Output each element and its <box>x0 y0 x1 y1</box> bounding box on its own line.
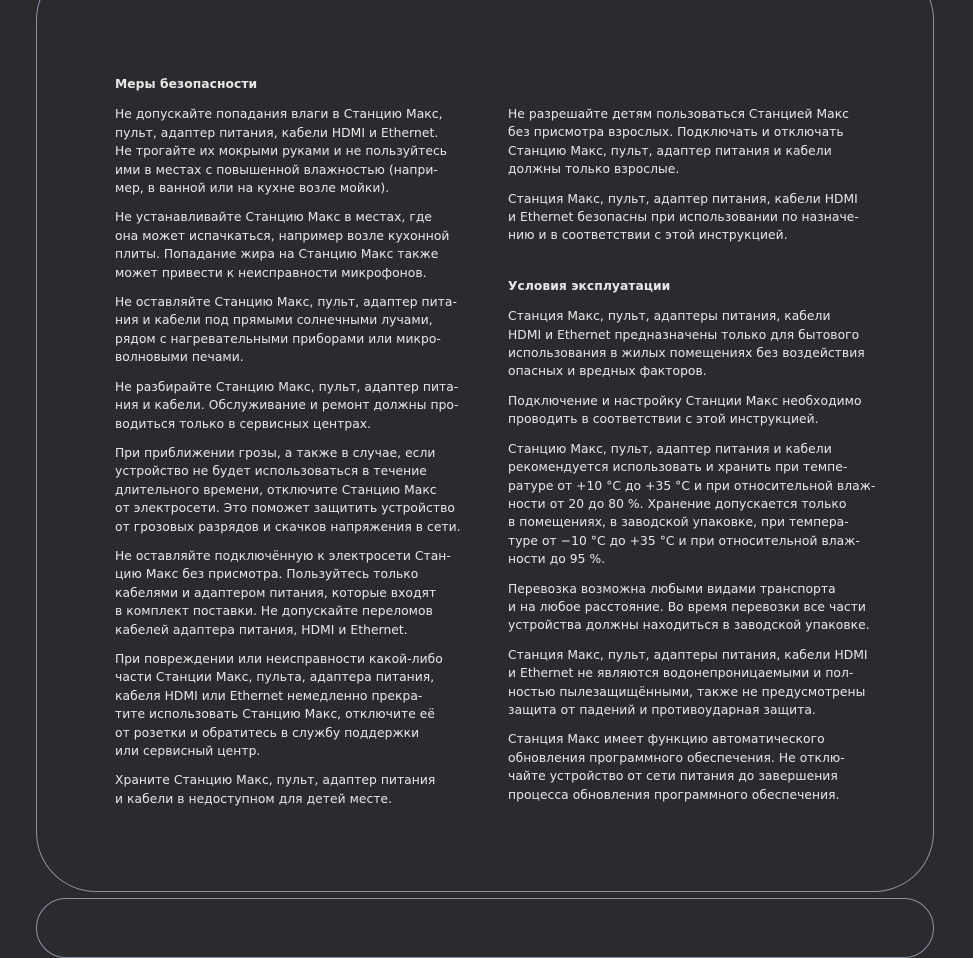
operating-conditions-paragraphs <box>508 307 888 804</box>
paragraph <box>508 646 888 720</box>
text-line: от электросети. Это поможет защитить устройство <box>115 501 455 516</box>
text-line: должны только взрослые. <box>508 162 680 177</box>
text-line: Подключение и настройку Станции Макс необходимо <box>508 393 862 408</box>
paragraph <box>115 105 490 197</box>
operating-conditions-heading: Условия эксплуатации <box>508 278 671 293</box>
text-line: При приближении грозы, а также в случае, если <box>115 445 436 460</box>
text-line: опасных и вредных факторов. <box>508 364 707 379</box>
paragraph <box>508 730 888 804</box>
text-line: тите использовать Станцию Макс, отключите её <box>115 707 436 722</box>
text-line: кабелей адаптера питания, HDMI и Ethernet. <box>115 622 408 637</box>
text-line: устройства должны находиться в заводской упаковке. <box>508 618 870 633</box>
text-line: защита от падений и противоударная защита. <box>508 702 816 717</box>
text-line: кабеля HDMI или Ethernet немедленно прекра- <box>115 688 423 703</box>
text-line: части Станции Макс, пульта, адаптера питания, <box>115 670 435 685</box>
paragraph <box>115 378 490 433</box>
text-line: она может испачкаться, например возле кухонной <box>115 228 450 243</box>
safety-heading: Меры безопасности <box>115 77 258 91</box>
text-line: водиться только в сервисных центрах. <box>115 416 372 431</box>
paragraph <box>508 307 888 381</box>
text-line: ности до 95 %. <box>508 552 606 567</box>
safety-paragraphs <box>115 105 490 808</box>
text-line: в помещениях, в заводской упаковке, при темпера- <box>508 515 849 530</box>
text-line: цию Макс без присмотра. Пользуйтесь только <box>115 567 419 582</box>
text-line: длительного времени, отключите Станцию Макс <box>115 482 437 497</box>
text-line: ностью пылезащищёнными, также не предусмотрены <box>508 684 866 699</box>
text-line: ности от 20 до 80 %. Хранение допускается только <box>508 496 847 511</box>
paragraph <box>115 444 490 536</box>
text-line: Станцию Макс, пульт, адаптер питания и кабели <box>508 441 832 456</box>
text-line: Станция Макс, пульт, адаптеры питания, кабели <box>508 309 831 324</box>
paragraph <box>508 580 888 635</box>
safety-paragraphs-continued <box>508 105 888 245</box>
text-line: Станция Макс имеет функцию автоматического <box>508 732 825 747</box>
text-line: может привести к неисправности микрофонов. <box>115 265 427 280</box>
text-line: Перевозка возможна любыми видами транспорта <box>508 581 836 596</box>
text-line: или сервисный центр. <box>115 744 261 758</box>
text-line: Не разрешайте детям пользоваться Станцией Макс <box>508 107 849 121</box>
paragraph <box>508 440 888 569</box>
text-line: и Ethernet не являются водонепроницаемыми и пол- <box>508 666 854 681</box>
paragraph <box>115 771 490 808</box>
text-line: рекомендуется использовать и хранить при темпе- <box>508 460 848 475</box>
text-line: Не устанавливайте Станцию Макс в местах, где <box>115 210 433 225</box>
text-line: Не допускайте попадания влаги в Станцию Макс, <box>115 107 443 122</box>
text-line: нию и в соответствии с этой инструкцией. <box>508 228 788 243</box>
text-line: кабелями и адаптером питания, которые входят <box>115 585 437 600</box>
paragraph <box>115 650 490 760</box>
next-page-frame <box>36 898 934 958</box>
paragraph <box>115 293 490 367</box>
text-line: обновления программного обеспечения. Не отклю- <box>508 750 845 765</box>
text-line: Не трогайте их мокрыми руками и не пользуйтесь <box>115 144 448 159</box>
text-line: проводить в соответствии с этой инструкцией. <box>508 412 819 427</box>
text-line: и на любое расстояние. Во время перевозки все части <box>508 599 866 614</box>
text-line: ния и кабели. Обслуживание и ремонт должны про- <box>115 398 459 413</box>
paragraph <box>508 190 888 245</box>
text-line: процесса обновления программного обеспечения. <box>508 787 840 802</box>
text-line: ими в местах с повышенной влажностью (напри- <box>115 162 438 177</box>
text-line: рядом с нагревательными приборами или микро- <box>115 331 441 346</box>
text-line: Храните Станцию Макс, пульт, адаптер питания <box>115 773 436 788</box>
right-column <box>508 105 888 815</box>
text-line: чайте устройство от сети питания до завершения <box>508 769 838 784</box>
text-line: в комплект поставки. Не допускайте переломов <box>115 604 433 619</box>
text-line: При повреждении или неисправности какой-либо <box>115 651 443 666</box>
text-line: плиты. Попадание жира на Станцию Макс также <box>115 247 439 262</box>
text-line: ратуре от +10 °C до +35 °C и при относительной влаж- <box>508 478 876 493</box>
text-line: и кабели в недоступном для детей месте. <box>115 791 393 806</box>
text-line: Не оставляйте подключённую к электросети Стан- <box>115 548 451 563</box>
text-line: Не оставляйте Станцию Макс, пульт, адаптер пита- <box>115 295 457 310</box>
paragraph <box>508 392 888 429</box>
text-line: мер, в ванной или на кухне возле мойки). <box>115 181 390 196</box>
text-line: Не разбирайте Станцию Макс, пульт, адаптер пита- <box>115 379 459 394</box>
paragraph <box>115 547 490 639</box>
text-line: ния и кабели под прямыми солнечными лучами, <box>115 313 433 328</box>
left-column <box>115 75 490 819</box>
text-line: без присмотра взрослых. Подключать и отключать <box>508 125 844 140</box>
text-line: Станция Макс, пульт, адаптер питания, кабели HDMI <box>508 191 858 206</box>
text-line: волновыми печами. <box>115 350 244 365</box>
text-line: от розетки и обратитесь в службу поддержки <box>115 725 420 740</box>
text-line: от грозовых разрядов и скачков напряжения в сети. <box>115 519 461 534</box>
paragraph <box>508 105 888 179</box>
text-line: туре от −10 °C до +35 °C и при относительной влаж- <box>508 533 860 548</box>
text-line: устройство не будет использоваться в течение <box>115 464 427 479</box>
text-line: пульт, адаптер питания, кабели HDMI и Ethernet. <box>115 125 439 140</box>
text-line: HDMI и Ethernet предназначены только для бытового <box>508 327 860 342</box>
paragraph <box>115 208 490 282</box>
text-line: Станцию Макс, пульт, адаптер питания и кабели <box>508 143 832 158</box>
text-line: и Ethernet безопасны при использовании по назначе- <box>508 210 859 225</box>
text-line: Станция Макс, пульт, адаптеры питания, кабели HDMI <box>508 647 868 662</box>
text-line: использования в жилых помещениях без воздействия <box>508 346 865 361</box>
